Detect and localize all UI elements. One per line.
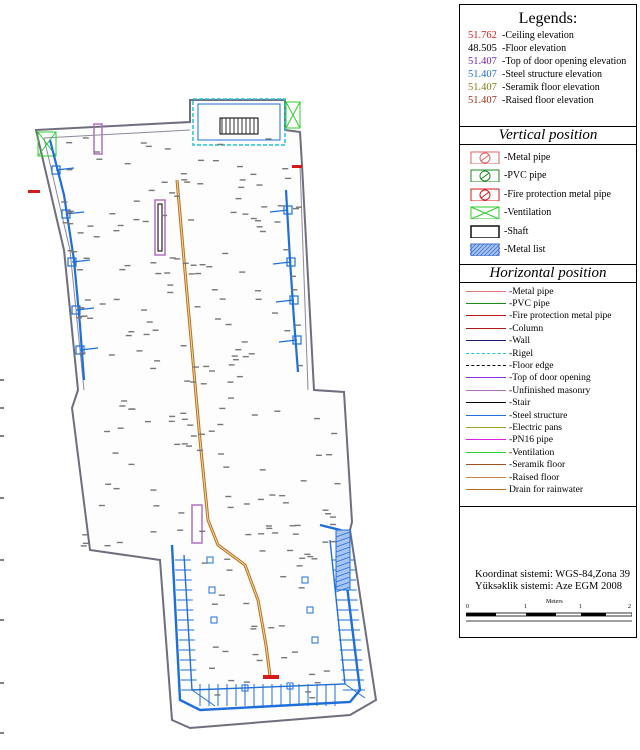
ventilation-icon [470, 206, 500, 219]
horizontal-legend-label: -Fire protection metal pipe [509, 310, 612, 322]
horizontal-legend-row [460, 322, 636, 334]
elevation-label: -Top of door opening elevation [502, 56, 627, 67]
horizontal-legend-row [460, 446, 636, 458]
vertical-legend-label: -Ventilation [504, 207, 552, 219]
legend-horizontal-section [460, 265, 636, 507]
elevation-value: 51.407 [468, 69, 497, 80]
line-style-swatch [466, 365, 506, 366]
scale-tick-3: 2 [628, 604, 631, 610]
elevation-label: -Raised floor elevation [502, 95, 594, 106]
elevation-label: -Steel structure elevation [502, 69, 602, 80]
pvc-pipe-icon [470, 169, 500, 182]
horizontal-legend-label: -Top of door opening [509, 372, 591, 384]
horizontal-legend-label: -Ventilation [509, 446, 555, 458]
scale-tick-0: 0 [466, 604, 469, 610]
scale-bar-graphic [466, 601, 632, 631]
line-style-swatch [466, 427, 506, 428]
legend-panel [459, 4, 637, 638]
vertical-legend-row [460, 241, 636, 260]
vertical-legend-label: -PVC pipe [504, 170, 547, 182]
horizontal-legend-row [460, 285, 636, 297]
horizontal-legend-label: -Raised floor [509, 471, 560, 483]
vertical-legend-row [460, 167, 636, 186]
line-style-swatch [466, 489, 506, 490]
vertical-legend-row [460, 148, 636, 167]
legend-elevations-section [460, 5, 636, 127]
horizontal-legend-label: -Metal pipe [509, 285, 554, 297]
horizontal-legend-row [460, 372, 636, 384]
line-style-swatch [466, 377, 506, 378]
vertical-legend-label: -Metal list [504, 244, 546, 256]
line-style-swatch [466, 402, 506, 403]
elevation-label: -Ceiling elevation [502, 30, 574, 41]
scale-bar [466, 601, 632, 631]
elevation-row [460, 42, 636, 55]
vertical-legend-label: -Fire protection metal pipe [504, 188, 611, 200]
horizontal-list [460, 283, 636, 496]
horizontal-legend-row [460, 310, 636, 322]
horizontal-legend-label: Drain for rainwater [509, 483, 584, 495]
elevation-row [460, 55, 636, 68]
line-style-swatch [466, 328, 506, 329]
fire-pipe-icon [470, 188, 500, 201]
vertical-legend-row [460, 204, 636, 223]
horizontal-legend-label: -Steel structure [509, 409, 568, 421]
scale-unit: Meters [546, 599, 563, 605]
horizontal-legend-row [460, 409, 636, 421]
elevation-value: 48.505 [468, 43, 497, 54]
horizontal-legend-row [460, 434, 636, 446]
line-style-swatch [466, 291, 506, 292]
horizontal-legend-row [460, 421, 636, 433]
line-style-swatch [466, 439, 506, 440]
horizontal-legend-row [460, 397, 636, 409]
legend-vertical-section [460, 127, 636, 265]
line-style-swatch [466, 390, 506, 391]
horizontal-legend-row [460, 483, 636, 495]
elevation-value: 51.762 [468, 30, 497, 41]
metal-pipe-icon [470, 151, 500, 164]
elevation-label: -Seramik floor elevation [502, 82, 600, 93]
elevation-label: -Floor elevation [502, 43, 567, 54]
horizontal-legend-label: -Wall [509, 335, 531, 347]
elevation-list [460, 29, 636, 107]
line-style-swatch [466, 477, 506, 478]
horizontal-legend-label: -Electric pans [509, 421, 563, 433]
horizontal-legend-row [460, 359, 636, 371]
elevation-row [460, 81, 636, 94]
horizontal-legend-label: -Unfinished masonry [509, 384, 591, 396]
horizontal-legend-label: -PN16 pipe [509, 434, 553, 446]
vertical-list [460, 145, 636, 259]
line-style-swatch [466, 315, 506, 316]
horizontal-legend-row [460, 471, 636, 483]
height-system-label: Yüksəklik sistemi: Aze EGM 2008 [475, 581, 622, 592]
line-style-swatch [466, 415, 506, 416]
elevation-row [460, 94, 636, 107]
scale-tick-2: 1 [579, 604, 582, 610]
scale-tick-1: 1 [524, 604, 527, 610]
vertical-legend-row [460, 185, 636, 204]
elevation-value: 51.407 [468, 56, 497, 67]
vertical-legend-label: -Metal pipe [504, 151, 551, 163]
horizontal-legend-label: -Stair [509, 397, 531, 409]
vertical-legend-row [460, 222, 636, 241]
coordinate-system-label: Koordinat sistemi: WGS-84,Zona 39 [475, 569, 630, 580]
legend-title: Legends: [518, 10, 578, 27]
horizontal-legend-row [460, 458, 636, 470]
horizontal-legend-label: -Seramik floor [509, 459, 566, 471]
horizontal-legend-row [460, 347, 636, 359]
line-style-swatch [466, 464, 506, 465]
horizontal-legend-label: -PVC pipe [509, 298, 550, 310]
horizontal-legend-row [460, 335, 636, 347]
horizontal-position-title: Horizontal position [460, 265, 636, 283]
elevation-row [460, 29, 636, 42]
horizontal-legend-label: -Column [509, 322, 544, 334]
line-style-swatch [466, 452, 506, 453]
elevation-row [460, 68, 636, 81]
line-style-swatch [466, 303, 506, 304]
elevation-value: 51.407 [468, 82, 497, 93]
elevation-value: 51.407 [468, 95, 497, 106]
vertical-legend-label: -Shaft [504, 225, 529, 237]
vertical-position-title: Vertical position [460, 127, 636, 145]
horizontal-legend-row [460, 297, 636, 309]
line-style-swatch [466, 353, 506, 354]
left-ruler [0, 380, 4, 733]
shaft-icon [470, 225, 500, 238]
line-style-swatch [466, 340, 506, 341]
metal-list-icon [470, 243, 500, 256]
building-outline [36, 100, 376, 728]
ventilation-box-top [286, 102, 300, 128]
horizontal-legend-label: -Rigel [509, 347, 533, 359]
horizontal-legend-label: -Floor edge [509, 360, 554, 372]
horizontal-legend-row [460, 384, 636, 396]
